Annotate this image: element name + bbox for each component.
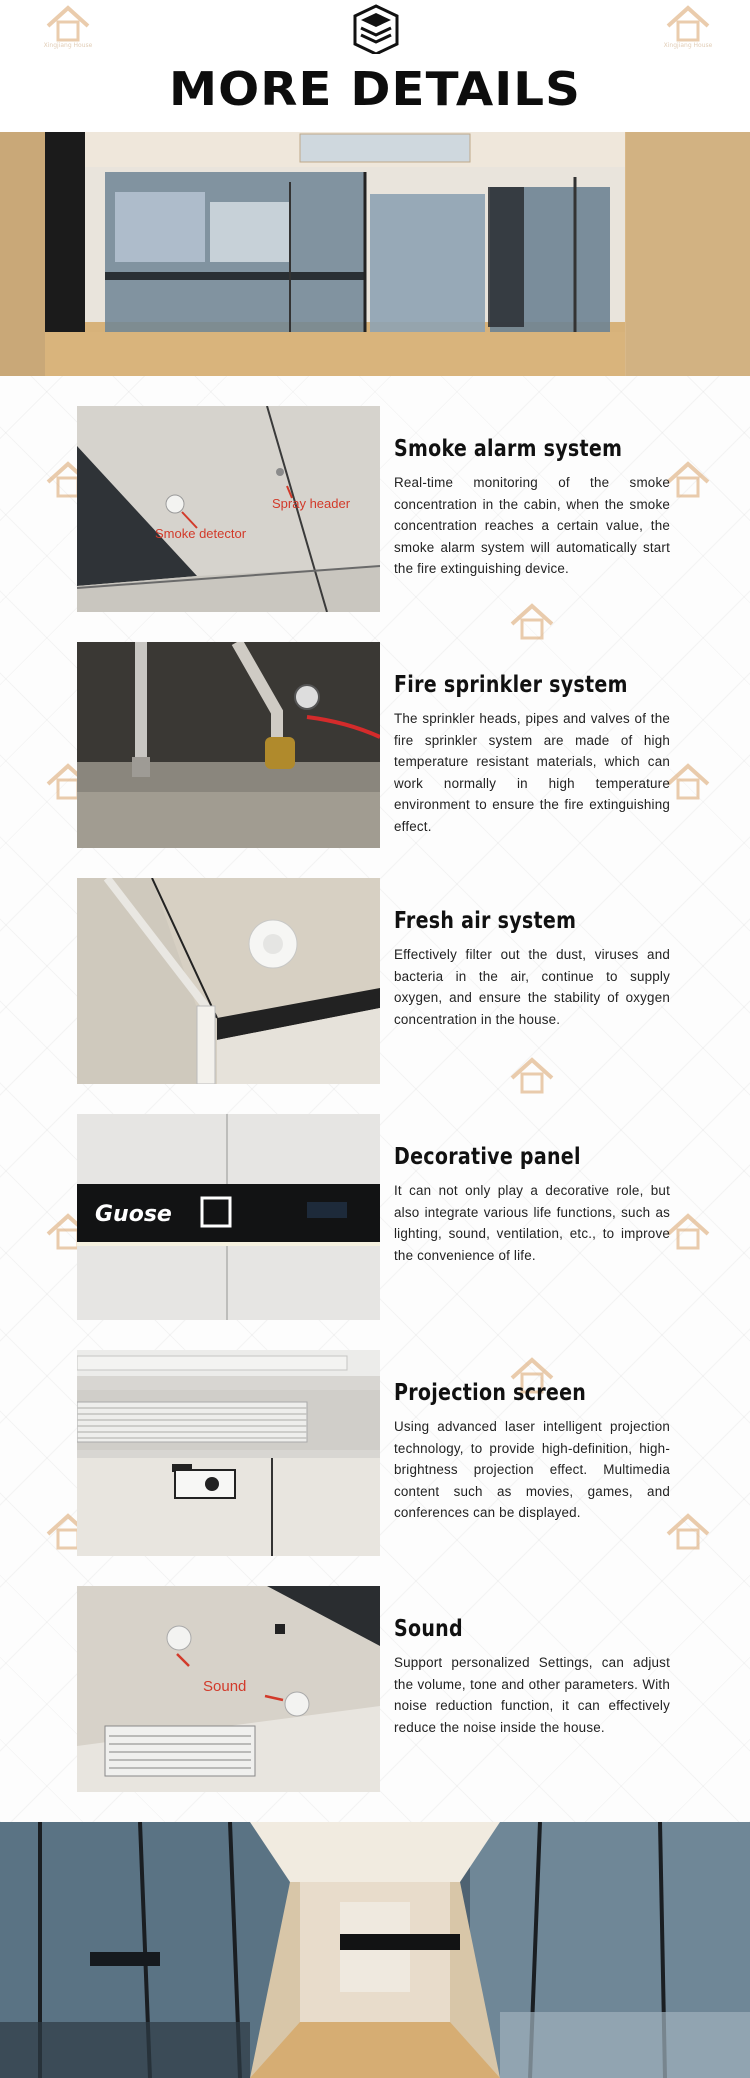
photo-fresh-air	[77, 878, 380, 1084]
stack-layers-icon	[353, 4, 399, 54]
feature-title: Projection screen	[394, 1380, 587, 1406]
feature-decorative-panel	[0, 1114, 750, 1320]
feature-text	[394, 672, 670, 837]
feature-description: The sprinkler heads, pipes and valves of the fire sprinkler system are made of high temperature resistant materials, which can work normally in high temperature environment to ensure the fire extinguishing effect.	[394, 711, 670, 834]
feature-title: Decorative panel	[394, 1144, 581, 1170]
feature-description: Using advanced laser intelligent projection technology, to provide high-definition, high-brightness projection effect. Multimedia content such as movies, games, and conferences can be displayed.	[394, 1419, 670, 1520]
photo-decorative-panel	[77, 1114, 380, 1320]
feature-description: Effectively filter out the dust, viruses and bacteria in the air, continue to supply oxygen, and ensure the stability of oxygen concentration in the house.	[394, 947, 670, 1027]
header	[0, 0, 750, 130]
photo-sound	[77, 1586, 380, 1792]
feature-text	[394, 908, 670, 1030]
page-title: MORE DETAILS	[169, 62, 581, 116]
feature-sound	[0, 1586, 750, 1792]
feature-description: It can not only play a decorative role, but also integrate various life functions, such as lighting, sound, ventilation, etc., to improve the convenience of life.	[394, 1183, 670, 1263]
feature-text	[394, 436, 670, 580]
label-spray-header: Spray header	[272, 496, 351, 511]
feature-fresh-air	[0, 878, 750, 1084]
feature-projection-screen	[0, 1350, 750, 1556]
feature-title: Smoke alarm system	[394, 436, 623, 462]
features-section	[0, 376, 750, 1822]
feature-description: Support personalized Settings, can adjust the volume, tone and other parameters. With noise reduction function, it can effectively reduce the noise inside the house.	[394, 1655, 670, 1735]
feature-text	[394, 1380, 670, 1524]
feature-description: Real-time monitoring of the smoke concentration in the cabin, when the smoke concentration reaches a certain value, the smoke alarm system will automatically start the fire extinguishing device.	[394, 475, 670, 576]
photo-projection-screen	[77, 1350, 380, 1556]
label-sound: Sound	[203, 1678, 247, 1695]
feature-title: Fire sprinkler system	[394, 672, 628, 698]
feature-text	[394, 1144, 670, 1266]
watermark-logo-icon: Xingjiang House	[664, 4, 712, 52]
feature-text	[394, 1616, 670, 1738]
photo-smoke-alarm	[77, 406, 380, 612]
feature-fire-sprinkler	[0, 642, 750, 848]
watermark-logo-icon: Xingjiang House	[44, 4, 92, 52]
feature-smoke-alarm	[0, 406, 750, 612]
photo-fire-sprinkler	[77, 642, 380, 848]
feature-title: Sound	[394, 1616, 463, 1642]
hero-image-interior	[0, 132, 750, 376]
label-guose-logo: Guose	[95, 1202, 172, 1227]
label-smoke-detector: Smoke detector	[155, 526, 247, 541]
feature-title: Fresh air system	[394, 908, 577, 934]
hero-image-corridor	[0, 1822, 750, 2078]
